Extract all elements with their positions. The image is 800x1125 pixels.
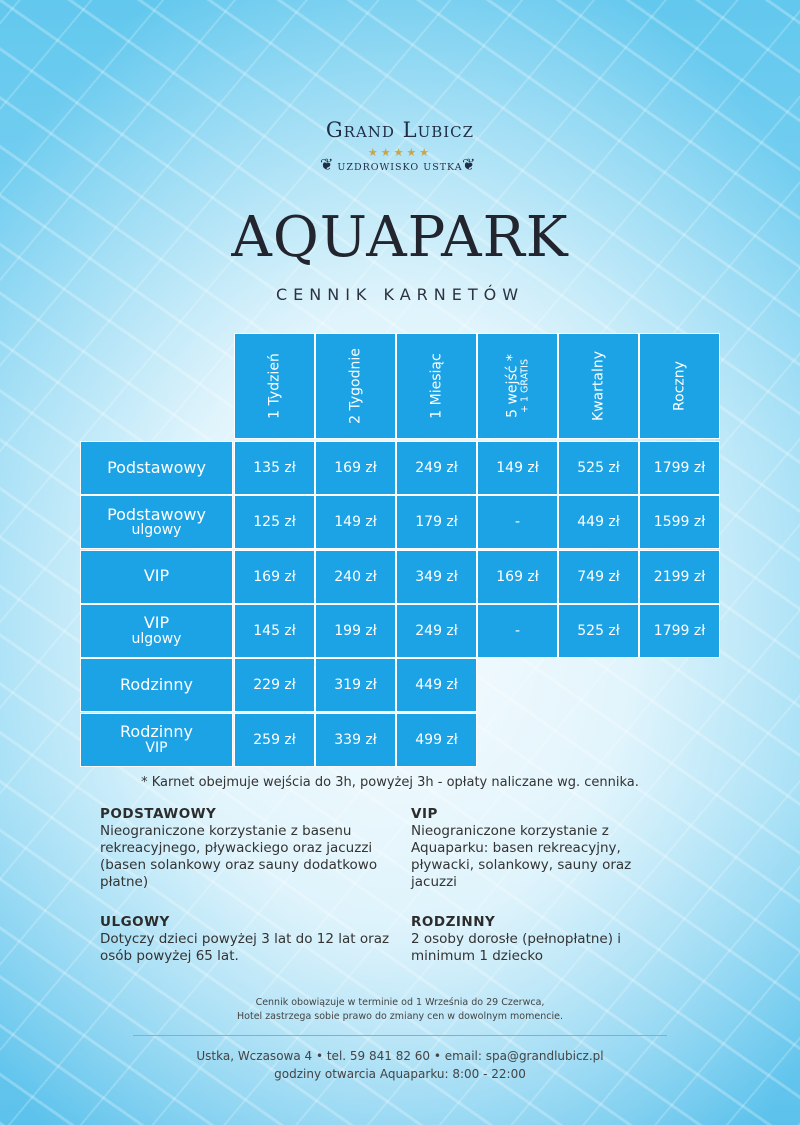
row-label [81, 714, 232, 766]
row-label-main: VIP [143, 613, 170, 633]
row-label-main: VIP [143, 566, 170, 586]
brand-subtitle: UZDROWISKO USTKA [337, 162, 463, 173]
row-label-main: Rodzinny [120, 721, 193, 741]
column-header-label: 1 Miesiąc [428, 353, 445, 419]
row-label [81, 605, 232, 657]
page-subtitle: CENNIK KARNETÓW [275, 285, 525, 304]
contact-line: Ustka, Wczasowa 4 • tel. 59 841 82 60 • email: spa@grandlubicz.pl [196, 1049, 604, 1063]
column-header [478, 334, 557, 438]
price-cell: 1599 zł [640, 496, 719, 548]
table-note: * Karnet obejmuje wejścia do 3h, powyżej 3h - opłaty naliczane wg. cennika. [141, 775, 639, 790]
column-header [559, 334, 638, 438]
price-cell: - [478, 605, 557, 657]
price-cell: 249 zł [397, 605, 476, 657]
row-label-main: Rodzinny [120, 674, 193, 694]
price-cell: 1799 zł [640, 605, 719, 657]
price-cell: 240 zł [316, 551, 395, 603]
row-label [81, 551, 232, 603]
price-cell: 199 zł [316, 605, 395, 657]
price-cell: 525 zł [559, 605, 638, 657]
price-cell: 249 zł [397, 442, 476, 494]
row-label [81, 442, 232, 494]
price-cell: - [478, 496, 557, 548]
desc-text: Dotyczy dzieci powyżej 3 lat do 12 lat oraz osób powyżej 65 lat. [100, 930, 390, 964]
price-cell: 449 zł [559, 496, 638, 548]
desc-heading: PODSTAWOWY [100, 806, 217, 822]
row-label-main: Podstawowy [107, 504, 206, 524]
divider [133, 1035, 667, 1036]
column-header [235, 334, 314, 438]
desc-heading: ULGOWY [100, 914, 170, 930]
price-cell: 135 zł [235, 442, 314, 494]
price-cell: 349 zł [397, 551, 476, 603]
price-cell: 749 zł [559, 551, 638, 603]
desc-text: 2 osoby dorosłe (pełnopłatne) i minimum 1 dziecko [411, 930, 622, 964]
price-cell: 125 zł [235, 496, 314, 548]
desc-text: Nieograniczone korzystanie z basenu rekreacyjnego, pływackiego oraz jacuzzi (basen solankowy oraz sauny dodatkowo płatne) [100, 822, 378, 890]
column-header [640, 334, 719, 438]
opening-hours: godziny otwarcia Aquaparku: 8:00 - 22:00 [274, 1067, 526, 1081]
page-title: AQUAPARK [231, 205, 569, 270]
price-cell: 2199 zł [640, 551, 719, 603]
price-cell: 259 zł [235, 714, 314, 766]
price-cell: 149 zł [478, 442, 557, 494]
row-label-sub: ulgowy [131, 522, 182, 539]
column-header [316, 334, 395, 438]
price-cell: 229 zł [235, 659, 314, 711]
column-header-label: Kwartalny [590, 350, 607, 422]
price-cell: 169 zł [478, 551, 557, 603]
desc-podstawowy [100, 806, 400, 890]
desc-heading: RODZINNY [411, 914, 496, 930]
price-cell: 149 zł [316, 496, 395, 548]
column-header-label: 1 Tydzień [266, 353, 283, 419]
price-cell: 525 zł [559, 442, 638, 494]
price-cell: 145 zł [235, 605, 314, 657]
desc-text: Nieograniczone korzystanie z Aquaparku: basen rekreacyjny, pływacki, solankowy, sauny oraz jacuzzi [411, 822, 632, 890]
desc-vip [411, 806, 671, 890]
star-rating-icon: ★★★★★ [367, 146, 433, 159]
price-cell: 319 zł [316, 659, 395, 711]
price-cell: 339 zł [316, 714, 395, 766]
price-cell: 179 zł [397, 496, 476, 548]
price-cell: 1799 zł [640, 442, 719, 494]
footnote-line: Cennik obowiązuje w terminie od 1 Września do 29 Czerwca, [255, 997, 545, 1008]
column-header-sub: + 1 GRATIS [518, 358, 530, 414]
row-label [81, 659, 232, 711]
laurel-right-icon: ❦ [462, 155, 476, 174]
laurel-left-icon: ❦ [320, 155, 334, 174]
row-label [81, 496, 232, 548]
row-label-sub: VIP [145, 739, 168, 756]
row-label-sub: ulgowy [131, 630, 182, 647]
footnote-line: Hotel zastrzega sobie prawo do zmiany cen w dowolnym momencie. [237, 1010, 563, 1022]
price-cell: 499 zł [397, 714, 476, 766]
contact-info [0, 1047, 800, 1083]
column-header-label: Roczny [671, 361, 688, 411]
price-cell: 169 zł [235, 551, 314, 603]
column-header-label: 2 Tygodnie [347, 348, 364, 424]
price-cell: 449 zł [397, 659, 476, 711]
desc-heading: VIP [411, 806, 438, 822]
desc-rodzinny [411, 914, 671, 965]
price-cell: 169 zł [316, 442, 395, 494]
column-header [397, 334, 476, 438]
brand-name: Grand Lubicz [325, 118, 475, 142]
column-header-label: 5 wejść * [504, 354, 521, 418]
row-label-main: Podstawowy [107, 457, 206, 477]
desc-ulgowy [100, 914, 400, 965]
validity-footnote [0, 996, 800, 1024]
